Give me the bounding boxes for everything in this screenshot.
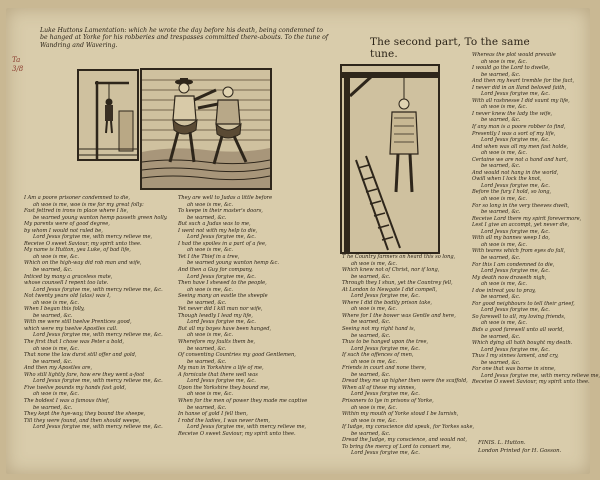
- archive-pencil-mark: Ta 3/8: [12, 56, 24, 73]
- ballad-column-3: [342, 254, 475, 457]
- verse-line: Lord Jesus forgive me, &c.: [481, 307, 550, 314]
- broadside-sheet: [6, 8, 600, 474]
- verse-line: And then my heart tremble for the fact,: [472, 78, 575, 85]
- verse-line: When for the men of power they made me captive: [178, 397, 308, 404]
- verse-line: Lord Jesus forgive me, with mercy relieve me, &c.: [33, 286, 163, 293]
- verse-line: Then have I shewed to the people,: [178, 280, 267, 287]
- second-part-title: The second part, To the same tune.: [370, 36, 530, 60]
- verse-line: Lord Jesus forgive me, with mercy relieve me, &c.: [33, 378, 163, 385]
- verse-line: They kept the hye-way, they bound the sheepe,: [24, 411, 146, 418]
- verse-line: I never did in an Iland beloved faith,: [472, 84, 567, 91]
- verse-line: be warned, &c.: [33, 312, 73, 319]
- verse-line: Yet never did I kill man nor wife,: [178, 306, 263, 313]
- verse-line: In hanse of gold I fell then,: [178, 411, 248, 418]
- verse-line: With all rashnesse I did vaunt my life,: [472, 97, 570, 104]
- verse-line: be warned, &c.: [351, 371, 391, 378]
- verse-line: be warned, &c.: [33, 267, 73, 274]
- verse-line: Owill when I lock the knot,: [472, 176, 542, 183]
- verse-line: be warned, &c.: [481, 294, 521, 301]
- verse-line: be warned, &c.: [351, 273, 391, 280]
- finis-line: FINIS. L. Hutton.: [478, 440, 526, 446]
- verse-line: ah woe is me, &c.: [33, 391, 79, 398]
- verse-line: I doe intreat you to pray,: [472, 287, 536, 294]
- verse-line: be warned young wanton hemp passeth green holly.: [33, 214, 168, 221]
- verse-line: Lord Jesus forgive me, &c.: [351, 345, 420, 352]
- verse-line: They are well to Judas a little before: [178, 195, 273, 201]
- verse-line: Receive Lord there my spirit forevermore,: [472, 215, 582, 222]
- verse-line: Lord Jesus forgive me, &c.: [187, 378, 256, 385]
- verse-line: Which dying all hath bought my death.: [472, 340, 573, 347]
- verse-line: be warned, &c.: [481, 254, 521, 261]
- verse-line: My name is Hutton, yea Luke, of bad life,: [24, 247, 131, 254]
- verse-line: Lord Jesus forgive me, &c.: [481, 91, 550, 98]
- verse-line: The first that I chose was Peter a bold,: [24, 339, 124, 346]
- verse-line: ah woe is me, &c.: [481, 241, 527, 248]
- verse-line: Prisoners to lye in prisons of Yorke,: [342, 398, 434, 405]
- verse-line: If such the offences of men,: [342, 352, 414, 359]
- verse-line: And when was all my men fast holde,: [472, 143, 569, 150]
- verse-line: Lord Jesus forgive me, with mercy relieve me,: [187, 424, 307, 431]
- verse-line: I robd the ladies, I was never them,: [178, 417, 270, 424]
- ballad-column-2: [178, 195, 326, 437]
- verse-line: Lord Jesus forgive me, &c.: [481, 137, 550, 144]
- verse-line: be warned, &c.: [187, 214, 227, 221]
- verse-line: Lord Jesus forgive me, with mercy relieve me, &c.: [33, 332, 163, 339]
- verse-line: Upon the Yorkshire they bound me,: [178, 384, 270, 391]
- verse-line: ah woe is me, &c.: [187, 201, 233, 208]
- verse-line: And then a Guy for company,: [178, 267, 253, 274]
- verse-line: Before the fury I hold, so long,: [472, 189, 552, 196]
- verse-line: be warned, &c.: [481, 163, 521, 170]
- verse-line: be warned, &c.: [481, 333, 521, 340]
- verse-line: When I began this folly,: [24, 306, 85, 313]
- verse-line: And would not hang in the world,: [472, 169, 559, 176]
- verse-line: which were my twelve Apostles call.: [24, 325, 118, 332]
- verse-line: I had the spoiles in a part of a fee,: [178, 240, 267, 247]
- verse-line: ah woe is me, &c.: [481, 196, 527, 203]
- verse-line: I never knew the lady the wife,: [472, 110, 553, 117]
- verse-line: For this I am condemned to die,: [472, 261, 555, 268]
- verse-line: Which on the high-way did rob man and wife,: [24, 260, 142, 267]
- verse-line: ah woe is me, &c.: [481, 104, 527, 111]
- verse-line: ah woe is me, &c.: [481, 281, 527, 288]
- verse-line: Lord Jesus forgive me, &c.: [187, 319, 256, 326]
- verse-line: ah woe is me, &c.: [351, 260, 397, 267]
- verse-line: Lord Jesus forgive me, with mercy relieve me, &c.: [33, 424, 163, 431]
- verse-line: For so long in the very theeves dwelt,: [472, 202, 570, 209]
- verse-line: ah woe is me, &c.: [187, 247, 233, 254]
- verse-line: be warned, &c.: [351, 332, 391, 339]
- verse-line: That none the law durst still offer and gold,: [24, 352, 137, 359]
- verse-line: Not twenty years old (alas) was I,: [24, 293, 111, 300]
- woodcut-gallows-ladder: [340, 64, 440, 254]
- verse-line: My parents were of good degree,: [24, 221, 110, 228]
- verse-line: Receive O sweet Saviour, my spirit unto thee.: [178, 430, 296, 437]
- verse-line: ah woe is me, &c.: [351, 306, 397, 313]
- verse-line: be warned, &c.: [351, 430, 391, 437]
- verse-line: The boldest I was a famous thief,: [24, 397, 110, 404]
- verse-line: be warned, &c.: [33, 358, 73, 365]
- ballad-column-1: [24, 195, 168, 431]
- verse-line: Lord Jesus forgive me, with mercy relieve me,: [481, 372, 600, 379]
- printer-imprint: London Printed for H. Gosson.: [478, 448, 562, 454]
- verse-line: be warned, &c.: [187, 299, 227, 306]
- verse-line: I would go the Lord to dwelle,: [472, 65, 550, 72]
- verse-line: But such a Judas was to me,: [178, 221, 251, 228]
- verse-line: Receive O sweet Saviour, my spirit unto thee.: [472, 379, 590, 386]
- verse-line: Thus I my sinnes lament, and cry,: [472, 353, 559, 360]
- verse-line: ah woe is me, &c.: [481, 150, 527, 157]
- verse-line: Where I did the bodily prison take,: [342, 299, 433, 306]
- verse-line: ah woe is me, &c.: [187, 332, 233, 339]
- verse-line: Lest I give an accompt, yet never die,: [472, 222, 570, 229]
- verse-line: ah woe is me, &c.: [351, 358, 397, 365]
- verse-line: Which knew not of Christ, nor if long,: [342, 267, 440, 274]
- verse-line: Dread the Judge, my conscience, and would not,: [342, 437, 467, 444]
- verse-line: Whereas the plot would prevaile: [472, 52, 556, 58]
- verse-line: ah woe is me, &c.: [351, 417, 397, 424]
- verse-line: Lord Jesus forgive me, with mercy relieve me,: [33, 234, 153, 241]
- verse-line: Lord Jesus forgive me, &c.: [481, 228, 550, 235]
- verse-line: Lord Jesus forgive me, &c.: [481, 346, 550, 353]
- verse-line: be warned, &c.: [481, 209, 521, 216]
- verse-line: be warned young wanton hemp &c.: [187, 260, 279, 267]
- verse-line: Thus to be hanged upon the tree,: [342, 339, 429, 346]
- verse-line: A fornicate that there well was: [178, 371, 258, 378]
- verse-line: Though lewdly I lead my life,: [178, 312, 253, 319]
- verse-line: For one that was borne in sinne,: [472, 366, 556, 373]
- verse-line: Through they I shun, yet the Countrey fell,: [342, 280, 453, 287]
- verse-line: be warned, &c.: [481, 359, 521, 366]
- verse-line: Seeing many an eastle the sheeple: [178, 293, 268, 300]
- verse-line: Within my mouth of Yorke stoud I be Iurnish,: [342, 411, 459, 418]
- verse-line: Lord Jesus forgive me, &c.: [351, 450, 420, 457]
- verse-line: be warned, &c.: [351, 319, 391, 326]
- verse-line: be warned, &c.: [481, 71, 521, 78]
- verse-line: My death now draweth nigh,: [472, 274, 547, 281]
- verse-line: ah woe is me, &c.: [33, 345, 79, 352]
- verse-line: Lord Jesus forgive me, &c.: [187, 234, 256, 241]
- verse-line: Lord Jesus forgive me, &c.: [187, 273, 256, 280]
- verse-line: When all of these my sinnes,: [342, 384, 416, 391]
- verse-line: be warned, &c.: [187, 345, 227, 352]
- verse-line: ah woe is me, &c.: [481, 320, 527, 327]
- verse-line: Who still lightly fare, how ere they went a-foot: [24, 371, 145, 378]
- verse-line: ah woe is me, &c.: [187, 391, 233, 398]
- verse-line: be warned, &c.: [187, 358, 227, 365]
- verse-line: Wherefore my faults them be,: [178, 339, 256, 346]
- verse-line: Lord Jesus forgive me, &c.: [351, 391, 420, 398]
- verse-line: ah woe is me, woe is me for my great folly:: [33, 201, 144, 208]
- verse-line: ah woe is me, &c.: [187, 286, 233, 293]
- verse-line: Of consenting Countries my good Gentlemen,: [178, 352, 296, 359]
- verse-line: by whom I would not ruled be,: [24, 227, 103, 234]
- verse-line: If Iudge, my conscience did speak, for Yorkes sake,: [342, 424, 475, 431]
- verse-line: Dread they me up higher then were the scaffold,: [342, 378, 468, 385]
- verse-line: ah woe is me, &c.: [33, 299, 79, 306]
- verse-line: I went not with my help to die,: [178, 227, 258, 234]
- verse-line: With all my bannes weep I do,: [472, 235, 550, 242]
- verse-line: But all my boyes have been hanged,: [178, 325, 272, 332]
- woodcut-two-men-struggling: [140, 68, 272, 190]
- verse-line: To keepe in their master's doors,: [178, 208, 263, 215]
- verse-line: Yet I the Thief in a tree,: [178, 253, 240, 260]
- verse-line: whose counsell I repent too late.: [24, 280, 109, 287]
- verse-line: Where for I the bower was Gentle and here,: [342, 312, 456, 319]
- verse-line: Friends in court and none there,: [342, 365, 427, 372]
- verse-line: If any man is a poore robber to find,: [472, 124, 566, 131]
- verse-line: Lord Jesus forgive me, &c.: [481, 268, 550, 275]
- verse-line: Seeing not my right hand is,: [342, 326, 416, 333]
- verse-line: Five twelve pounds my hands fast gold,: [24, 384, 127, 391]
- verse-line: Lord Jesus forgive me, &c.: [351, 293, 420, 300]
- ballad-title: Luke Huttons Lamentation: which he wrote the day before his death, being condemned to be hanged at Yorke for his robberies and trespasses committed there-abouts. To the tune of Wandring and Wavering.: [40, 27, 329, 49]
- verse-line: ah woe is me, &c.: [481, 58, 527, 65]
- verse-line: Receive O sweet Saviour, my spirit unto thee.: [24, 240, 142, 247]
- woodcut-hanging-small: [77, 69, 139, 161]
- verse-line: T he Country farmers on heard this so long,: [342, 254, 456, 260]
- verse-line: I Am a poore prisoner condemned to die,: [24, 195, 130, 201]
- verse-line: At London to Newgate I did compell,: [342, 286, 438, 293]
- verse-line: ah woe is me, &c.: [351, 404, 397, 411]
- verse-line: For good neighbours to tell their grieef,: [472, 300, 575, 307]
- verse-line: With me were still twelve Prentices good,: [24, 319, 132, 326]
- verse-line: Inticed by many a graceless mate,: [24, 273, 113, 280]
- verse-line: be warned, &c.: [187, 404, 227, 411]
- verse-line: And then my Apostles are,: [24, 365, 93, 372]
- verse-line: To bring the mercy of Lord to conuert me,: [342, 443, 451, 450]
- verse-line: be warned, &c.: [481, 117, 521, 124]
- verse-line: So farewell to all, my loving friends,: [472, 313, 566, 320]
- verse-line: be warned, &c.: [33, 404, 73, 411]
- verse-line: Fast fettred in irons in place where I lie,: [24, 208, 129, 215]
- verse-line: Till they were found, and then should weepe,: [24, 417, 141, 424]
- verse-line: Certaine we are not a hand and hart,: [472, 156, 568, 163]
- verse-line: Lord Jesus forgive me, &c.: [481, 182, 550, 189]
- verse-line: ah woe is me, &c.: [33, 253, 79, 260]
- verse-line: Presently I was a sort of my life,: [472, 130, 556, 137]
- verse-line: My man in Yorkshire a life of me,: [178, 365, 264, 372]
- verse-line: With teares which from eyes do fall,: [472, 248, 566, 255]
- ballad-column-4: [472, 52, 600, 386]
- verse-line: Bids a good farewell unto all world,: [472, 326, 564, 333]
